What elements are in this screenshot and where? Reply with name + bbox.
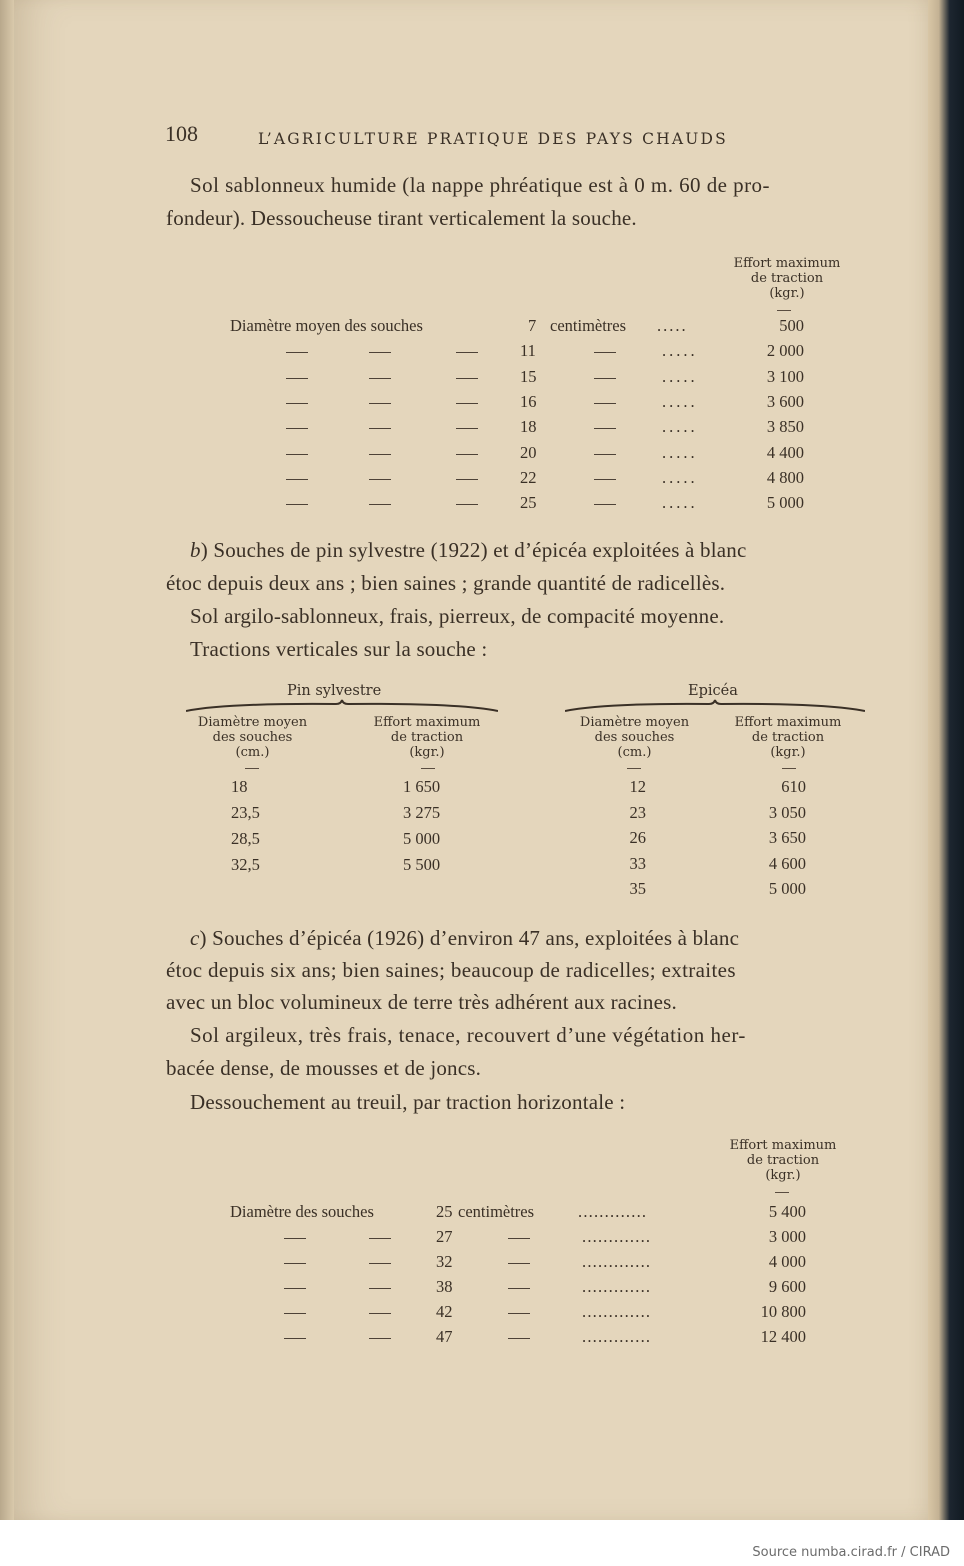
ditto-dash <box>286 479 308 480</box>
ditto-dash <box>594 378 616 379</box>
leader-dots: ..... <box>662 467 698 487</box>
effort-value: 5 400 <box>768 1202 806 1221</box>
epicea-diameter: 33 <box>629 853 646 873</box>
ditto-dash <box>284 1263 306 1264</box>
ditto-dash <box>369 1338 391 1339</box>
epicea-diameter: 35 <box>629 879 646 898</box>
group-title-pin: Pin sylvestre <box>287 683 382 699</box>
column-header: Effort maximum de traction (kgr.) <box>373 715 481 760</box>
ditto-dash <box>594 403 616 404</box>
column-header: Diamètre moyen des souches (cm.) <box>579 715 690 760</box>
ditto-dash <box>286 352 308 353</box>
ditto-dash <box>456 428 478 429</box>
effort-value: 10 800 <box>760 1302 806 1321</box>
header-rule <box>627 768 641 769</box>
pin-effort: 1 650 <box>403 777 441 796</box>
leader-dots: ............. <box>582 1302 652 1321</box>
header-rule <box>777 310 791 311</box>
header-rule <box>245 768 259 769</box>
group-title-epicea: Epicéa <box>688 683 738 699</box>
ditto-dash <box>369 428 391 429</box>
effort-value: 2 000 <box>766 341 804 361</box>
ditto-dash <box>594 454 616 455</box>
diameter-value: 32 <box>436 1252 453 1271</box>
diameter-value: 25 <box>520 493 537 513</box>
row-label: Diamètre moyen des souches <box>230 316 423 335</box>
ditto-dash <box>369 504 391 505</box>
unit-label: centimètres <box>550 316 627 335</box>
ditto-dash <box>284 1338 306 1339</box>
epicea-diameter: 26 <box>629 828 646 847</box>
ditto-dash <box>594 428 616 429</box>
ditto-dash <box>456 352 478 353</box>
ditto-dash <box>286 403 308 404</box>
ditto-dash <box>456 378 478 379</box>
effort-value: 4 000 <box>768 1252 806 1271</box>
ditto-dash <box>286 428 308 429</box>
ditto-dash <box>508 1263 530 1264</box>
ditto-dash <box>369 479 391 480</box>
epicea-effort: 3 650 <box>768 828 806 847</box>
effort-value: 3 000 <box>768 1227 806 1246</box>
ditto-dash <box>369 1288 391 1289</box>
effort-value: 3 100 <box>766 366 804 386</box>
effort-value: 4 400 <box>766 442 804 462</box>
book-gutter-edge <box>0 0 14 1520</box>
leader-dots: ............. <box>578 1202 648 1221</box>
paragraph-line: bacée dense, de mousses et de joncs. <box>166 1056 482 1080</box>
ditto-dash <box>369 1238 391 1239</box>
leader-dots: ..... <box>657 316 688 335</box>
paragraph-line: c) Souches d’épicéa (1926) d’environ 47 ans, exploitées à blanc <box>190 926 740 950</box>
header-rule <box>782 768 796 769</box>
effort-value: 4 800 <box>766 467 804 487</box>
ditto-dash <box>456 479 478 480</box>
diameter-value: 25 <box>436 1202 453 1221</box>
effort-value: 9 600 <box>768 1277 806 1296</box>
paragraph-line: Sol sablonneux humide (la nappe phréatique est à 0 m. 60 de pro- <box>190 173 770 197</box>
diameter-value: 27 <box>436 1227 453 1246</box>
running-title: L’AGRICULTURE PRATIQUE DES PAYS CHAUDS <box>258 130 728 148</box>
diameter-value: 16 <box>520 391 537 411</box>
paragraph-line: étoc depuis deux ans ; bien saines ; grande quantité de radicellès. <box>166 571 726 595</box>
ditto-dash <box>594 479 616 480</box>
epicea-diameter: 23 <box>629 802 646 822</box>
brace-pin <box>186 699 498 713</box>
ditto-dash <box>284 1288 306 1289</box>
ditto-dash <box>594 352 616 353</box>
paragraph-line: Sol argilo-sablonneux, frais, pierreux, de compacité moyenne. <box>190 604 725 628</box>
leader-dots: ............. <box>582 1327 652 1346</box>
ditto-dash <box>369 1263 391 1264</box>
paragraph-line: étoc depuis six ans; bien saines; beaucoup de radicelles; extraites <box>166 958 736 982</box>
unit-label: centimètres <box>458 1202 535 1221</box>
diameter-value: 20 <box>520 442 537 462</box>
diameter-value: 11 <box>520 341 536 361</box>
leader-dots: ..... <box>662 442 698 462</box>
pin-effort: 3 275 <box>403 803 441 822</box>
ditto-dash <box>369 454 391 455</box>
ditto-dash <box>508 1313 530 1314</box>
ditto-dash <box>369 1313 391 1314</box>
diameter-value: 47 <box>436 1327 453 1346</box>
column-header: Diamètre moyen des souches (cm.) <box>197 715 308 760</box>
ditto-dash <box>508 1288 530 1289</box>
epicea-effort: 3 050 <box>768 802 806 822</box>
ditto-dash <box>369 352 391 353</box>
diameter-value: 38 <box>436 1277 453 1296</box>
book-right-edge <box>928 0 964 1520</box>
leader-dots: ..... <box>662 341 698 361</box>
epicea-effort: 5 000 <box>768 879 806 898</box>
epicea-effort: 4 600 <box>768 853 806 873</box>
column-header: Effort maximum de traction (kgr.) <box>734 715 842 760</box>
effort-value: 5 000 <box>766 493 804 513</box>
effort-value: 3 600 <box>766 391 804 411</box>
ditto-dash <box>286 454 308 455</box>
pin-diameter: 23,5 <box>231 803 260 822</box>
paragraph-line: Dessouchement au treuil, par traction horizontale : <box>190 1090 626 1114</box>
header-rule <box>775 1192 789 1193</box>
leader-dots: ..... <box>662 391 698 411</box>
diameter-value: 42 <box>436 1302 453 1321</box>
column-header: Effort maximum de traction (kgr.) <box>729 1138 837 1183</box>
pin-diameter: 32,5 <box>231 855 260 874</box>
ditto-dash <box>284 1313 306 1314</box>
diameter-value: 18 <box>520 417 537 437</box>
diameter-value: 22 <box>520 467 537 487</box>
ditto-dash <box>369 378 391 379</box>
brace-epicea <box>565 699 865 713</box>
diameter-value: 15 <box>520 366 537 386</box>
ditto-dash <box>286 504 308 505</box>
paragraph-line: Tractions verticales sur la souche : <box>190 637 488 661</box>
leader-dots: ............. <box>582 1227 652 1246</box>
ditto-dash <box>286 378 308 379</box>
epicea-effort: 610 <box>781 777 806 796</box>
pin-diameter: 18 <box>231 777 248 796</box>
ditto-dash <box>594 504 616 505</box>
diameter-value: 7 <box>528 316 537 335</box>
paragraph-line: Sol argileux, très frais, tenace, recouvert d’une végétation her- <box>190 1023 746 1047</box>
row-label: Diamètre des souches <box>230 1202 374 1221</box>
paragraph-line: b) Souches de pin sylvestre (1922) et d’épicéa exploitées à blanc <box>190 538 747 562</box>
paragraph-line: avec un bloc volumineux de terre très adhérent aux racines. <box>166 990 677 1014</box>
column-header: Effort maximum de traction (kgr.) <box>733 256 841 301</box>
leader-dots: ..... <box>662 417 698 437</box>
ditto-dash <box>456 504 478 505</box>
pin-effort: 5 500 <box>403 855 441 874</box>
ditto-dash <box>508 1338 530 1339</box>
source-credit: Source numba.cirad.fr / CIRAD <box>752 1545 950 1560</box>
pin-effort: 5 000 <box>403 829 441 848</box>
leader-dots: ..... <box>662 493 698 513</box>
pin-diameter: 28,5 <box>231 829 260 848</box>
ditto-dash <box>284 1238 306 1239</box>
effort-value: 3 850 <box>766 417 804 437</box>
leader-dots: ............. <box>582 1252 652 1271</box>
leader-dots: ............. <box>582 1277 652 1296</box>
ditto-dash <box>369 403 391 404</box>
ditto-dash <box>456 454 478 455</box>
epicea-diameter: 12 <box>629 777 646 796</box>
ditto-dash <box>456 403 478 404</box>
leader-dots: ..... <box>662 366 698 386</box>
effort-value: 500 <box>779 316 804 335</box>
header-rule <box>421 768 435 769</box>
page-number: 108 <box>165 121 198 146</box>
ditto-dash <box>508 1238 530 1239</box>
paragraph-line: fondeur). Dessoucheuse tirant verticalement la souche. <box>166 206 637 230</box>
effort-value: 12 400 <box>760 1327 806 1346</box>
